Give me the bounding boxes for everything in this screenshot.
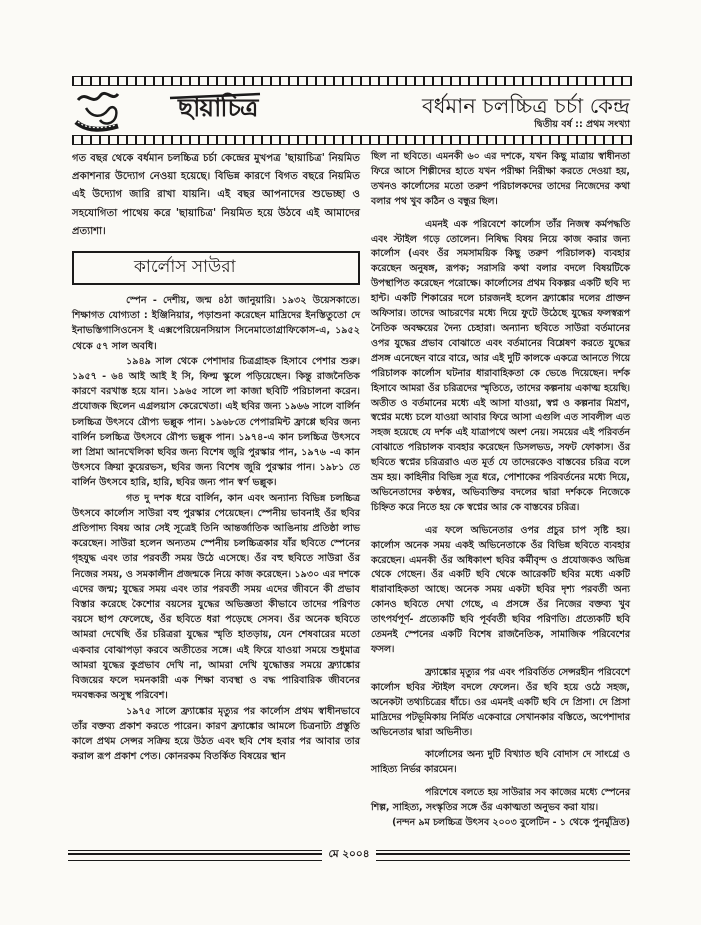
left-column [72,150,360,764]
article-paragraph: ১৯৪৯ সাল থেকে পেশাদার চিত্রগ্রাহক হিসাবে পেশার শুরু। ১৯৫৭ - ৬৪ আই আই ই সি, ফিল্ম স্কুলে পড়িয়েছেন। কিন্তু রাজনৈতিক কারণে বরখাস্ত হয়ে যান। ১৯৬৫ সালে লা কাজা ছবিটি পরিচালনা করেন। প্রযোজক ছিলেন এগ্রলয়াস কেরেখেতা। এই ছবির জন্য ১৯৬৬ সালে বার্লিন চলচ্চিত্র উৎসবে রৌপ্য ভল্লুক পান। ১৯৬৮তে পেপারমিন্ট ফ্রাপ্পে ছবির জন্য বার্লিন চলচ্চিত্র উৎসবে রৌপ্য ভল্লুক পান। ১৯৭৪-এ কান চলচ্চিত্র উৎসবে লা প্রিমা আনখেলিকা ছবির জন্য বিশেষ জুরি পুরস্কার পান, ১৯৭৬ -এ কান উৎসবে ক্রিয়া কুয়েরভস, ছবির জন্য বিশেষ জুরি পুরস্কার পান। ১৯৮১ তে বার্লিন উৎসবে হারি, হারি, ছবির জন্য পান স্বর্ণ ভল্লুক। [72,355,360,489]
article-paragraph: ছিল না ছবিতে। এমনকী ৬০ এর দশকে, যখন কিছু মাত্রায় স্বাধীনতা ফিরে আসে শিল্পীদের হাতে যখন পরীক্ষা নিরীক্ষা করতে দেওয়া হয়, তখনও কার্লোসের মতো তরুণ পরিচালকদের তাদের নিজেদের কথা বলার পথ খুব কঠিন ও বন্ধুর ছিল। [371,151,630,207]
footer-date: মে ২০০৪ [328,847,370,860]
article-paragraph: ১৯৭৫ সালে ফ্র্যাঙ্কোর মৃত্যুর পর কার্লোস প্রথম স্বাধীনভাবে তাঁর বক্তব্য প্রকাশ করতে পারেন। কারণ ফ্র্যাঙ্কোর আমলে চিত্রনাট্য প্রস্তুতি কালে প্রথম সেন্সর সক্রিয় হয়ে উঠত এবং ছবি শেষ হবার পর আবার তার করাল রূপ প্রকাশ পেত। কোনরকম বিতর্কিত বিষয়ের স্থান [72,705,360,763]
article-paragraph: পরিশেষে বলতে হয় সাউরার সব কাজের মধ্যে স্পেনের শিল্প, সাহিত্য, সংস্কৃতির সঙ্গে ওঁর একাত্মতা অনুভব করা যায়। [371,787,630,814]
article-title: কার্লোস সাউরা [134,257,236,278]
article-paragraph: কার্লোসের অন্য দুটি বিখ্যাত ছবি বোদাস দে সাংগ্রে ও সাহিত্য নির্ভর কারমেন। [371,749,630,776]
article-title-box [72,251,360,285]
article-paragraph: এর ফলে অভিনেতার ওপর প্রচুর চাপ সৃষ্টি হয়। কার্লোস অনেক সময় একই অভিনেতাকে ওঁর বিভিন্ন ছবিতে ব্যবহার করেছেন। এমনকী ওঁর অধিকাংশ ছবির কর্মীবৃন্দ ও প্রযোজকও অভিন্ন থেকে গেছেন। ওঁর একটি ছবি থেকে আরেকটি ছবির মধ্যে একটি ধারাবাহিকতা আছে। অনেক সময় একটা ছবির দৃশ্য পরবর্তী অন্য কোনও ছবিতে দেখা গেছে, এ প্রসঙ্গে ওঁর নিজের বক্তব্য খুব তাৎপর্যপূর্ণ- প্রত্যেকটি ছবি পূর্ববর্তী ছবির পরিণতি। প্রত্যেকটি ছবি তেমনই স্পেনের একটি বিশেষ রাজনৈতিক, সামাজিক পরিবেশের ফসল। [371,524,630,655]
footer-rule-right [376,850,630,861]
source-note: (নন্দন ৯ম চলচ্চিত্র উৎসব ২০০৩ বুলেটিন - ১ থেকে পুনর্মুদ্রিত) [392,817,630,829]
filmstrip-border-bottom [72,135,632,145]
issue-label: দ্বিতীয় বর্ষ :: প্রথম সংখ্যা [534,119,630,130]
article-paragraph: স্পেন - দেশীয়, জন্ম ৪ঠা জানুয়ারি। ১৯৩২ উয়েসকাতে। শিক্ষাগত যোগ্যতা : ইঞ্জিনিয়ার, পড়াশুনা করেছেন মাদ্রিদের ইনস্তিতুতো দে ইনাভস্তিগাসিওনেস ই এক্সপেরিয়েনসিয়াস সিনেমাতোগ্রাফিকোস-এ, ১৯৫২ থেকে ৫৭ সাল অবধি। [72,295,360,352]
page-footer [68,848,630,862]
filmstrip-border-top [72,76,632,86]
article-paragraph: এমনই এক পরিবেশে কার্লোস তাঁর নিজস্ব কর্মপদ্ধতি এবং স্টাইল গড়ে তোলেন। নিষিদ্ধ বিষয় নিয়ে কাজ করার জন্য কার্লোস (এবং ওঁর সমসাময়িক কিছু তরুণ পরিচালক) ব্যবহার করেছেন অনুষঙ্গ, রূপক; সরাসরি কথা বলার বদলে বিষয়টিকে উপস্থাপিত করেছেন পরোক্ষে। কার্লোসের প্রথম বিকল্পর একটি ছবি দ্য হান্ট। একটি শিকারের দলে চারজনই হলেন ফ্র্যাঙ্কোর দলের প্রাক্তন অফিসার। তাদের আচরণের মধ্যে দিয়ে ফুটে উঠেছে যুদ্ধের ফলস্বরূপ নৈতিক অবক্ষয়ের দৈন্য চেহারা। অন্যান্য ছবিতে সাউরা বর্তমানের ওপর যুদ্ধের প্রভাব বোঝাতে এবং বর্তমানের বিশ্লেষণ করতে যুদ্ধের প্রসঙ্গ এনেছেন বারে বারে, আর এই দুটি কালকে একত্রে আনতে গিয়ে পরিচালক কার্লোস ঘটনার ধারাবাহিকতা কে ভেঙে দিয়েছেন। দর্শক হিসাবে আমরা ওঁর চরিত্রদের স্মৃতিতে, তাদের কল্পনায় একাত্ম হয়েছি। অতীত ও বর্তমানের মধ্যে এই আসা যাওয়া, স্বপ্ন ও কল্পনার মিশ্রণ, স্বপ্নের মধ্যে চলে যাওয়া আবার ফিরে আসা এগুলি এত সাবলীল এত সহজ হয়েছে যে দর্শক এই যাত্রাপথে অংশ নেয়। সময়ের এই পরিবর্তন বোঝাতে পরিচালক ব্যবহার করেছেন ডিসলভড, সফট ফোকাস। ওঁর ছবিতে স্বপ্নের চরিত্ররাও এত মূর্ত যে তাদেরকেও বাস্তবের চরিত্র বলে ভ্রম হয়। কাহিনীর বিভিন্ন সূত্র ধরে, পোশাকের পরিবর্তনের মধ্যে দিয়ে, অভিনেতাদের কণ্ঠস্বর, অভিব্যক্তির বদলের দ্বারা দর্শককে নিজেকে চিহ্নিত করে নিতে হয় কে স্বপ্নের আর কে বাস্তবের চরিত্র। [371,218,630,513]
organization-name: বর্ধমান চলচ্চিত্র চর্চা কেন্দ্র [422,94,630,118]
chhayachitra-logo [74,88,264,134]
intro-paragraph: গত বছর থেকে বর্ধমান চলচ্চিত্র চর্চা কেন্দ্রের মুখপত্র 'ছায়াচিত্র' নিয়মিত প্রকাশনার উদ্যোগ নেওয়া হয়েছে। বিভিন্ন কারণে বিগত বছরে নিয়মিত এই উদ্যোগ জারি রাখা যায়নি। এই বছর আপনাদের শুভেচ্ছা ও সহযোগিতা পাথেয় করে 'ছায়াচিত্র' নিয়মিত হয়ে উঠবে এই আমাদের প্রত্যাশা। [72,153,360,237]
logo-wordmark: ছায়াচিত্র [178,93,258,122]
footer-rule-left [68,850,322,861]
article-paragraph: গত দু দশক ধরে বার্লিন, কান এবং অন্যান্য বিভিন্ন চলচ্চিত্র উৎসবে কার্লোস সাউরা বহু পুরস্কার পেয়েছেন। স্পেনীয় ভাবনাই ওঁর ছবির প্রতিপাদ্য বিষয় আর সেই সূত্রেই তিনি আন্তর্জাতিক আঙিনায় প্রতিষ্ঠা লাভ করেছেন। সাউরা হলেন অন্যতম স্পেনীয় চলচ্চিত্রকার যাঁর ছবিতে স্পেনের গৃহযুদ্ধ এবং তার পরবর্তী সময় উঠে এসেছে। ওঁর বহু ছবিতে সাউরা ওঁর নিজের সময়, ও সমকালীন প্রজন্মকে নিয়ে কাজ করেছেন। ১৯৩০ এর দশকে এদের জন্ম; যুদ্ধের সময় এবং তার পরবর্তী সময় এদের জীবনে কী প্রভাব বিস্তার করেছে কৈশোর বয়সের যুদ্ধের অভিজ্ঞতা কীভাবে তাদের পরিণত বয়সে ছাপ ফেলেছে, ওঁর ছবিতে ধরা পড়েছে সেসব। ওঁর অনেক ছবিতে আমরা দেখেছি ওঁর চরিত্ররা যুদ্ধের স্মৃতি হাতড়ায়, যেন শেষবারের মতো একবার বোঝাপড়া করবে অতীতের সঙ্গে। এই ফিরে যাওয়া সময়ে শুধুমাত্র আমরা যুদ্ধের কুপ্রভাব দেখি না, আমরা দেখি যুদ্ধোত্তর সময়ে ফ্র্যাঙ্কোর বিজয়ের ফলে দমনকারী এক শিক্ষা ব্যবস্থা ও বদ্ধ পারিবারিক জীবনের দমবন্ধকর অসুস্থ পরিবেশ। [72,492,360,702]
article-paragraph: ফ্র্যাঙ্কোর মৃত্যুর পর এবং পরিবর্তিত সেন্সরহীন পরিবেশে কার্লোস ছবির স্টাইল বদলে ফেলেন। ওঁর ছবি হয়ে ওঠে সহজ, অনেকটা তথ্যচিত্রের ধাঁচে। ওর এমনই একটি ছবি দে প্রিসা। দে প্রিসা মাদ্রিদের পটভূমিকায় নির্মিত একেবারে সেখানকার বস্তিতে, অপেশাদার অভিনেতার দ্বারা অভিনীত। [371,666,630,738]
right-column [371,150,630,831]
